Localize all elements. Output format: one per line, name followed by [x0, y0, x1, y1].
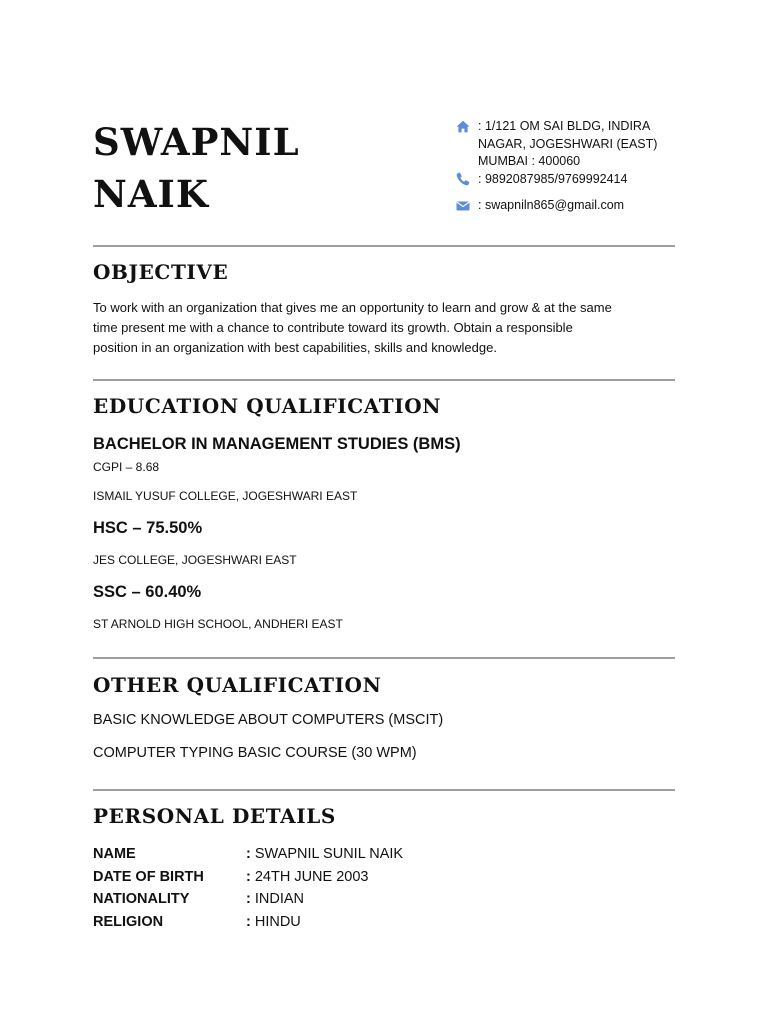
objective-heading: OBJECTIVE [93, 260, 229, 284]
email-address[interactable]: : swapniln865@gmail.com [478, 198, 625, 212]
detail-row-name: NAME : SWAPNIL SUNIL NAIK [93, 843, 403, 866]
phone-row [456, 171, 657, 189]
objective-text [93, 298, 693, 358]
personal-details-table [93, 843, 403, 933]
candidate-name [93, 116, 300, 220]
detail-label: NATIONALITY [93, 891, 190, 907]
ssc-score: SSC – 60.40% [93, 583, 202, 601]
first-name: SWAPNIL [93, 120, 300, 164]
divider [93, 789, 675, 791]
other-qualification-heading: OTHER QUALIFICATION [93, 673, 382, 697]
detail-label: DATE OF BIRTH [93, 868, 204, 885]
email-row [456, 197, 657, 215]
detail-label: RELIGION [93, 913, 164, 930]
mail-icon [456, 197, 478, 214]
degree-title: BACHELOR IN MANAGEMENT STUDIES (BMS) [93, 435, 461, 453]
last-name: NAIK [93, 172, 209, 216]
qualification-item: BASIC KNOWLEDGE ABOUT COMPUTERS (MSCIT) [93, 712, 444, 728]
degree-college: ISMAIL YUSUF COLLEGE, JOGESHWARI EAST [93, 489, 358, 503]
address-line-1: : 1/121 OM SAI BLDG, INDIRA [478, 119, 651, 133]
objective-line-1: To work with an organization that gives me an opportunity to learn and grow & at the same [93, 300, 612, 315]
detail-row-dob: DATE OF BIRTH : 24TH JUNE 2003 [93, 866, 403, 889]
home-icon [456, 118, 478, 135]
detail-row-nationality: NATIONALITY : INDIAN [93, 888, 403, 911]
objective-line-2: time present me with a chance to contribute toward its growth. Obtain a responsible [93, 320, 573, 335]
hsc-score: HSC – 75.50% [93, 519, 203, 537]
divider [93, 379, 675, 381]
education-heading: EDUCATION QUALIFICATION [93, 394, 442, 418]
cgpi-score: CGPI – 8.68 [93, 460, 160, 474]
contact-block [456, 118, 657, 215]
phone-number[interactable]: : 9892087985/9769992414 [478, 171, 628, 186]
detail-row-religion: RELIGION : HINDU [93, 911, 403, 934]
divider [93, 657, 675, 659]
address-line-3: MUMBAI : 400060 [478, 154, 581, 168]
detail-value: SWAPNIL SUNIL NAIK [254, 846, 404, 862]
ssc-school: ST ARNOLD HIGH SCHOOL, ANDHERI EAST [93, 617, 343, 631]
address-line-2: NAGAR, JOGESHWARI (EAST) [478, 136, 658, 151]
detail-value: 24TH JUNE 2003 [254, 868, 369, 885]
qualification-item: COMPUTER TYPING BASIC COURSE (30 WPM) [93, 745, 417, 761]
address-text [478, 118, 657, 171]
phone-icon [456, 171, 478, 188]
detail-label: NAME [93, 846, 136, 862]
personal-details-heading: PERSONAL DETAILS [93, 804, 336, 828]
detail-value: INDIAN [254, 891, 304, 907]
detail-value: HINDU [254, 913, 301, 930]
divider [93, 245, 675, 247]
hsc-college: JES COLLEGE, JOGESHWARI EAST [93, 553, 297, 567]
address-row [456, 118, 657, 171]
objective-line-3: position in an organization with best capabilities, skills and knowledge. [93, 340, 497, 355]
